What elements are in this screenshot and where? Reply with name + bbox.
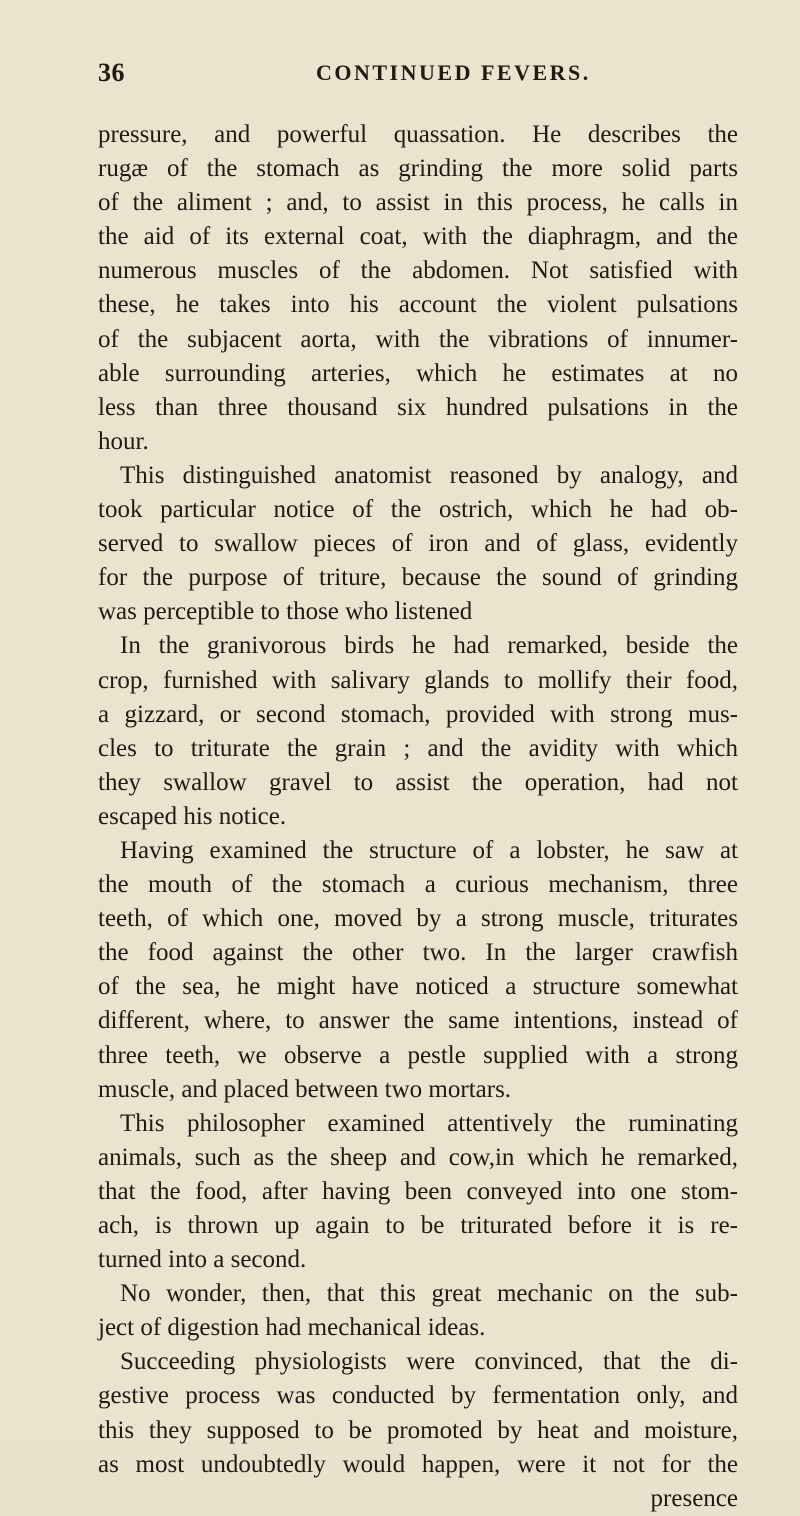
text-line: different, where, to answer the same intentions, instead of (98, 1007, 738, 1035)
text-line: a gizzard, or second stomach, provided with strong mus- (98, 700, 738, 728)
text-line: escaped his notice. (98, 802, 287, 830)
text-line: the mouth of the stomach a curious mechanism, three (98, 871, 738, 899)
running-head (98, 58, 738, 90)
text-line: This distinguished anatomist reasoned by analogy, and (120, 461, 738, 489)
text-line: served to swallow pieces of iron and of glass, evidently (98, 530, 738, 558)
text-line: ach, is thrown up again to be triturated before it is re- (98, 1212, 738, 1239)
text-line: numerous muscles of the abdomen. Not satisfied with (98, 257, 738, 285)
text-line: this they supposed to be promoted by heat and moisture, (98, 1416, 738, 1444)
text-line: of the sea, he might have noticed a structure somewhat (98, 973, 738, 1001)
text-line: Succeeding physiologists were convinced, that the di- (120, 1348, 738, 1376)
text-line: rugæ of the stomach as grinding the more solid parts (98, 155, 738, 183)
text-line: of the subjacent aorta, with the vibrations of innumer- (98, 325, 738, 353)
text-line: less than three thousand six hundred pulsations in the (98, 393, 738, 421)
text-line: as most undoubtedly would happen, were it not for the (98, 1450, 738, 1478)
text-line: three teeth, we observe a pestle supplied with a strong (98, 1041, 738, 1069)
text-line: crop, furnished with salivary glands to mollify their food, (98, 666, 738, 694)
text-line: muscle, and placed between two mortars. (98, 1075, 512, 1103)
text-line: hour. (98, 427, 149, 455)
text-line: This philosopher examined attentively the ruminating (120, 1109, 738, 1137)
text-line: these, he takes into his account the violent pulsations (98, 291, 738, 319)
text-line: ject of digestion had mechanical ideas. (98, 1314, 486, 1342)
catchword: presence (650, 1484, 738, 1512)
text-line: In the granivorous birds he had remarked, beside the (120, 632, 738, 660)
text-line: Having examined the structure of a lobster, he saw at (120, 836, 738, 864)
text-line: the aid of its external coat, with the diaphragm, and the (98, 223, 738, 251)
text-line: of the aliment ; and, to assist in this process, he calls in (98, 189, 738, 217)
text-line: that the food, after having been conveyed into one stom- (98, 1177, 738, 1205)
text-line: able surrounding arteries, which he estimates at no (98, 359, 738, 387)
page-number: 36 (98, 58, 125, 87)
text-line: was perceptible to those who listened (98, 598, 473, 626)
text-line: teeth, of which one, moved by a strong muscle, triturates (98, 905, 738, 933)
text-line: animals, such as the sheep and cow,in which he remarked, (98, 1143, 738, 1171)
text-line: took particular notice of the ostrich, which he had ob- (98, 496, 738, 524)
text-line: No wonder, then, that this great mechanic on the sub- (120, 1280, 738, 1308)
text-line: they swallow gravel to assist the operation, had not (98, 768, 738, 796)
text-line: the food against the other two. In the larger crawfish (98, 939, 738, 967)
running-title: CONTINUED FEVERS. (316, 60, 591, 85)
text-line: for the purpose of triture, because the sound of grinding (98, 564, 738, 592)
body-text (98, 118, 738, 1516)
text-line: pressure, and powerful quassation. He describes the (98, 121, 738, 148)
text-line: cles to triturate the grain ; and the avidity with which (98, 734, 738, 762)
text-line: gestive process was conducted by fermentation only, and (98, 1382, 738, 1410)
text-line: turned into a second. (98, 1246, 307, 1274)
